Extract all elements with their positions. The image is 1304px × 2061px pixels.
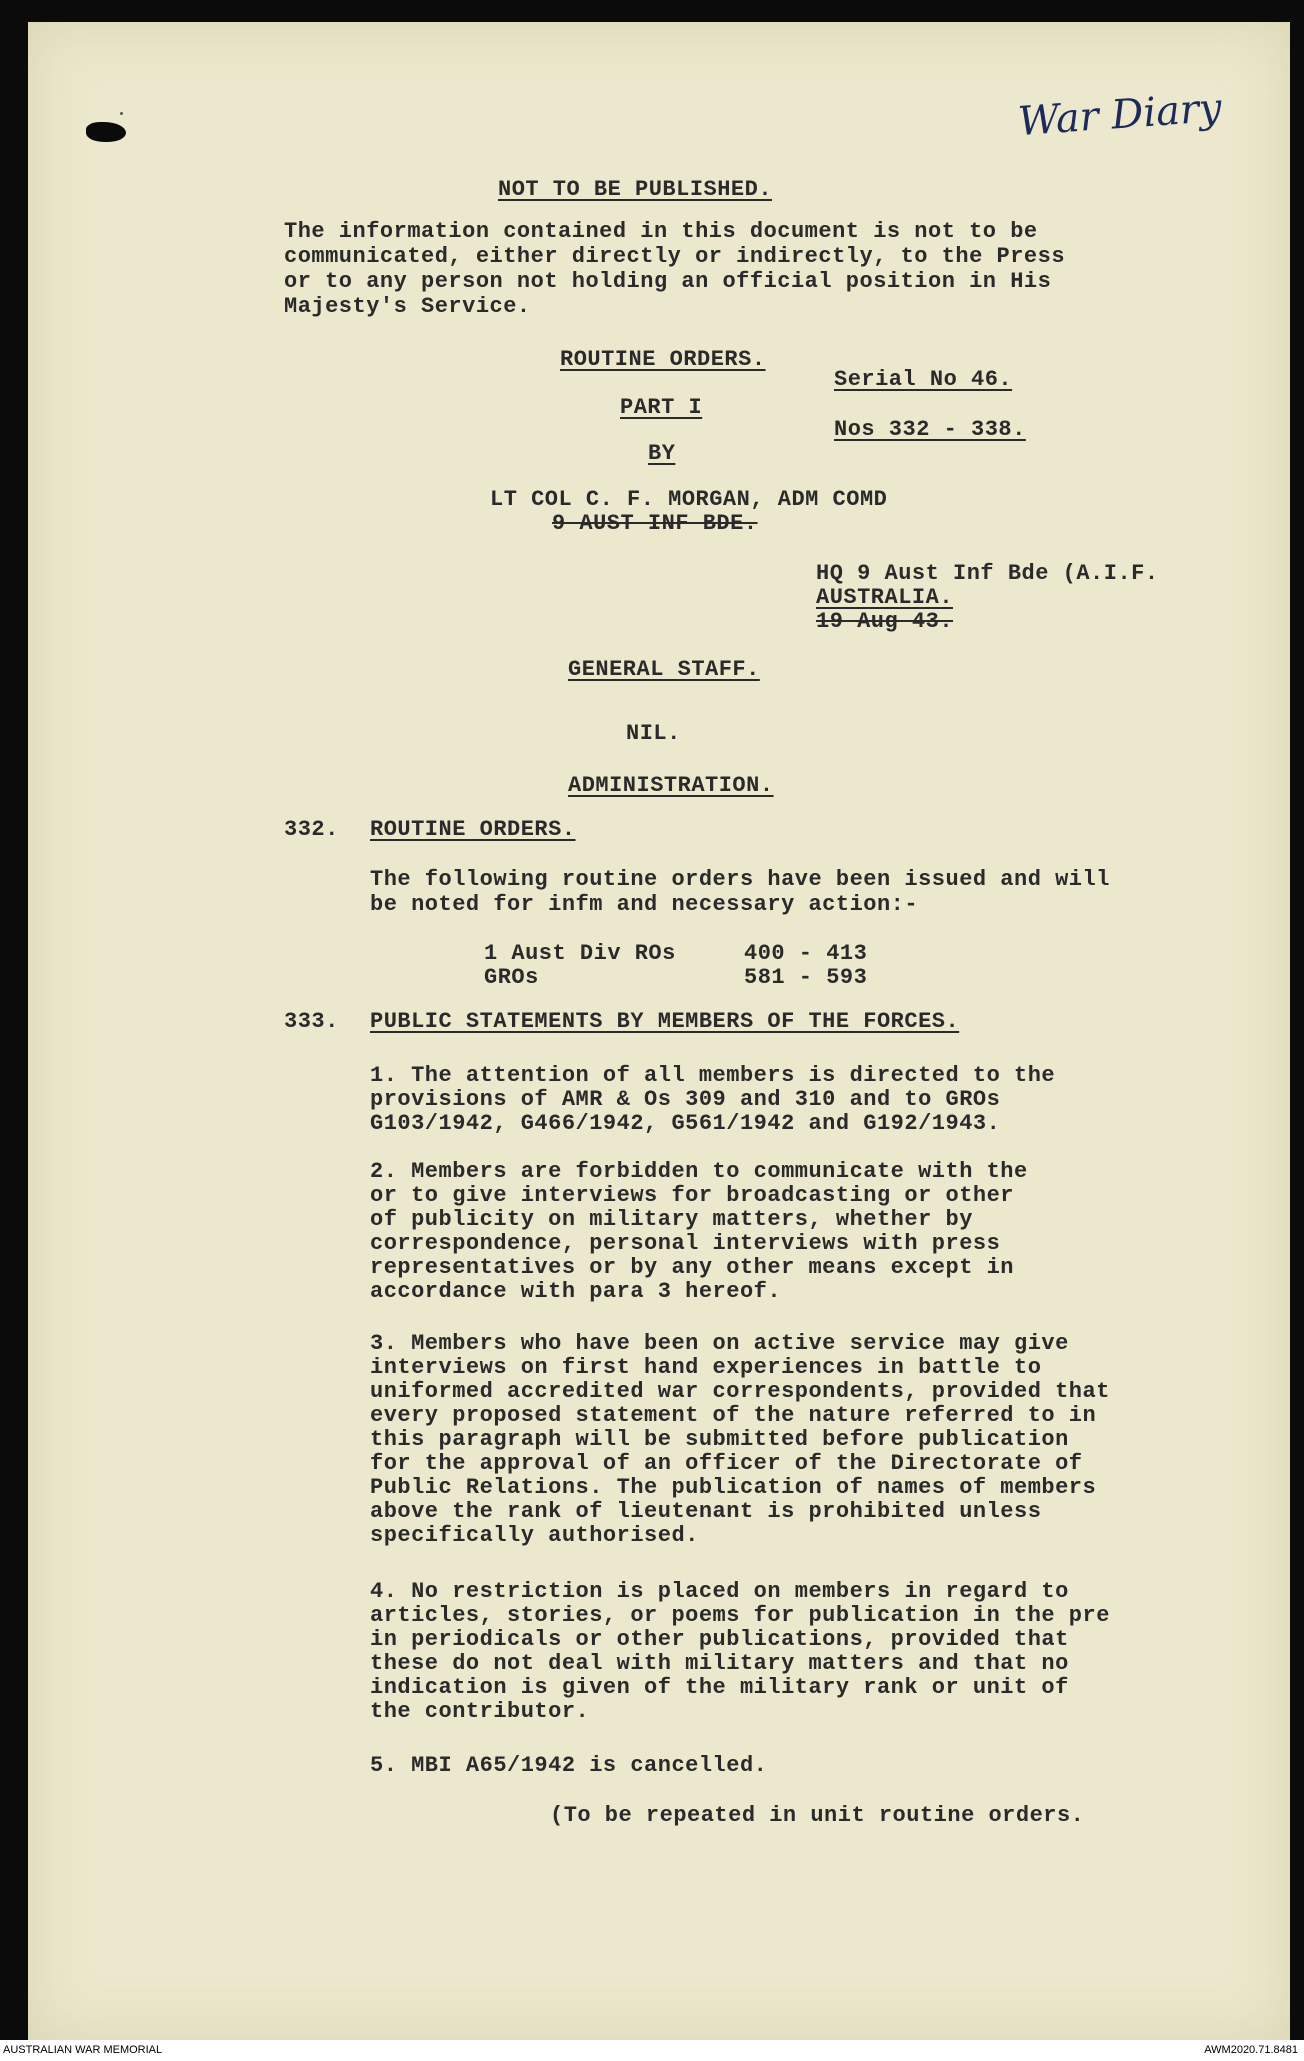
- general-staff-heading: GENERAL STAFF.: [568, 657, 760, 682]
- ink-speck: [120, 112, 123, 115]
- archive-name: AUSTRALIAN WAR MEMORIAL: [3, 2044, 163, 2056]
- body-line: The following routine orders have been issued and will: [370, 867, 1110, 892]
- repeat-note: (To be repeated in unit routine orders.: [550, 1803, 1085, 1828]
- ro-table-name: 1 Aust Div ROs: [484, 941, 676, 966]
- body-line: accordance with para 3 hereof.: [370, 1279, 782, 1304]
- body-line: of publicity on military matters, whether by: [370, 1207, 973, 1232]
- body-line: in periodicals or other publications, provided that: [370, 1627, 1069, 1652]
- body-line: above the rank of lieutenant is prohibited unless: [370, 1499, 1042, 1524]
- body-line: specifically authorised.: [370, 1523, 699, 1548]
- general-staff-body: NIL.: [626, 721, 681, 746]
- body-line: interviews on first hand experiences in battle to: [370, 1355, 1042, 1380]
- administration-heading: ADMINISTRATION.: [568, 773, 774, 798]
- body-line: representatives or by any other means except in: [370, 1255, 1015, 1280]
- body-line: every proposed statement of the nature referred to in: [370, 1403, 1097, 1428]
- ro-table-name: GROs: [484, 965, 539, 990]
- body-line: uniformed accredited war correspondents, provided that: [370, 1379, 1110, 1404]
- notice-line: Majesty's Service.: [284, 294, 531, 319]
- archive-reference: AWM2020.71.8481: [1204, 2044, 1298, 2056]
- body-line: Public Relations. The publication of names of members: [370, 1475, 1097, 1500]
- body-line: these do not deal with military matters and that no: [370, 1651, 1069, 1676]
- body-line: 2. Members are forbidden to communicate with the: [370, 1159, 1028, 1184]
- body-line: 1. The attention of all members is directed to the: [370, 1063, 1056, 1088]
- item-number: 333.: [284, 1009, 339, 1034]
- body-line: for the approval of an officer of the Directorate of: [370, 1451, 1083, 1476]
- ro-table-range: 400 - 413: [744, 941, 868, 966]
- notice-line: or to any person not holding an official position in His: [284, 269, 1052, 294]
- body-line: the contributor.: [370, 1699, 590, 1724]
- body-line: articles, stories, or poems for publication in the pre: [370, 1603, 1110, 1628]
- body-line: this paragraph will be submitted before publication: [370, 1427, 1069, 1452]
- issuer-name: LT COL C. F. MORGAN, ADM COMD: [490, 487, 888, 512]
- archive-footer: [0, 2040, 1304, 2061]
- item-number: 332.: [284, 817, 339, 842]
- hq-date: 19 Aug 43.: [816, 609, 954, 634]
- body-line: 3. Members who have been on active service may give: [370, 1331, 1069, 1356]
- handwritten-annotation: War Diary: [1016, 84, 1224, 146]
- notice-line: communicated, either directly or indirectly, to the Press: [284, 244, 1066, 269]
- order-numbers: Nos 332 - 338.: [834, 417, 1026, 442]
- document-page: [28, 22, 1290, 2040]
- body-line: provisions of AMR & Os 309 and 310 and to GROs: [370, 1087, 1001, 1112]
- ro-table-range: 581 - 593: [744, 965, 868, 990]
- routine-orders-heading: ROUTINE ORDERS.: [560, 347, 766, 372]
- part-label: PART I: [620, 395, 703, 420]
- by-label: BY: [648, 441, 676, 466]
- hq-country: AUSTRALIA.: [816, 585, 954, 610]
- body-line: indication is given of the military rank or unit of: [370, 1675, 1069, 1700]
- body-line: correspondence, personal interviews with press: [370, 1231, 1001, 1256]
- hq-location: HQ 9 Aust Inf Bde (A.I.F.: [816, 561, 1159, 586]
- issuer-unit: 9 AUST INF BDE.: [552, 511, 758, 536]
- body-line: be noted for infm and necessary action:-: [370, 892, 919, 917]
- item-title: PUBLIC STATEMENTS BY MEMBERS OF THE FORCES.: [370, 1009, 960, 1034]
- serial-number: Serial No 46.: [834, 367, 1013, 392]
- document-title: NOT TO BE PUBLISHED.: [498, 177, 773, 202]
- body-line: G103/1942, G466/1942, G561/1942 and G192/1943.: [370, 1111, 1001, 1136]
- item-title: ROUTINE ORDERS.: [370, 817, 576, 842]
- body-line: 5. MBI A65/1942 is cancelled.: [370, 1753, 768, 1778]
- punch-hole: [86, 122, 126, 142]
- body-line: or to give interviews for broadcasting or other: [370, 1183, 1015, 1208]
- body-line: 4. No restriction is placed on members in regard to: [370, 1579, 1069, 1604]
- notice-line: The information contained in this document is not to be: [284, 219, 1038, 244]
